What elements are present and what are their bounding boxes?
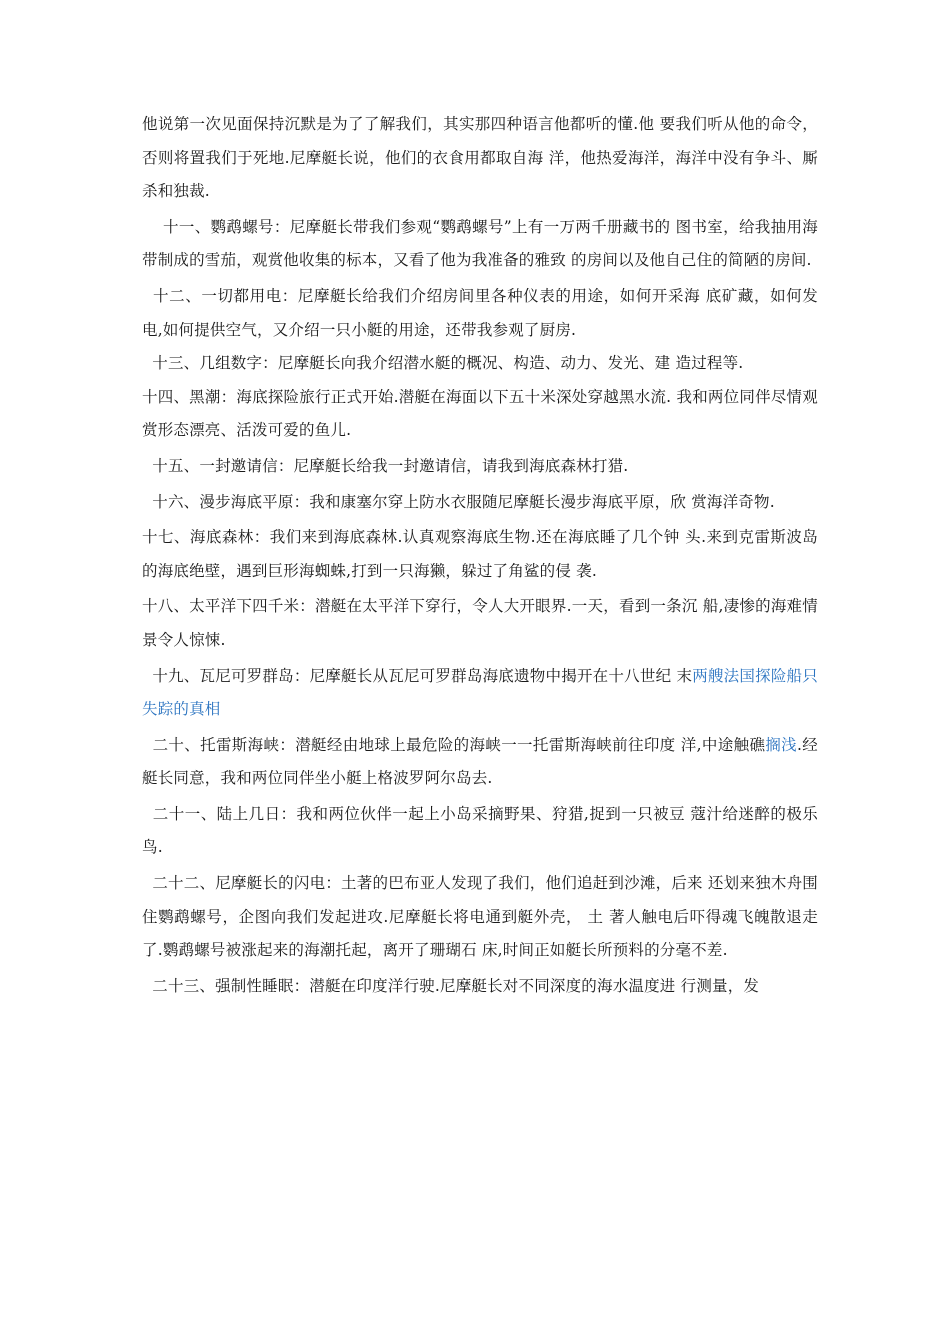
document-body <box>142 108 818 1003</box>
paragraph-indent <box>142 667 152 685</box>
paragraph-chapter-22 <box>142 867 818 968</box>
paragraph-chapter-13 <box>142 347 818 381</box>
paragraph-chapter-23 <box>142 970 818 1004</box>
paragraph-chapter-21 <box>142 798 818 865</box>
paragraph-chapter-12 <box>142 280 818 347</box>
paragraph-intro <box>142 108 818 209</box>
paragraph-text: 十四、黑潮：海底探险旅行正式开始.潜艇在海面以下五十米深处穿越黑水流. 我和两位同伴尽情观赏形态漂亮、活泼可爱的鱼儿. <box>142 387 818 440</box>
paragraph-text: 十八、太平洋下四千米：潜艇在太平洋下穿行，令人大开眼界.一天，看到一条沉 船,凄惨的海难情景令人惊悚. <box>142 597 818 649</box>
paragraph-chapter-14 <box>142 381 818 448</box>
paragraph-indent <box>142 218 163 236</box>
hyperlink-french-ships[interactable]: 两艘法国探险船只失踪的真相 <box>142 666 818 719</box>
paragraph-indent <box>142 977 152 995</box>
paragraph-text: 十六、漫步海底平原：我和康塞尔穿上防水衣服随尼摩艇长漫步海底平原，欣 赏海洋奇物. <box>152 492 775 511</box>
paragraph-chapter-11 <box>142 211 818 278</box>
paragraph-indent <box>142 736 153 754</box>
paragraph-text: 十九、瓦尼可罗群岛：尼摩艇长从瓦尼可罗群岛海底遗物中揭开在十八世纪 末 <box>152 666 693 685</box>
paragraph-text: 十七、海底森林：我们来到海底森林.认真观察海底生物.还在海底睡了几个钟 头.来到克雷斯波岛的海底绝壁，遇到巨形海蜘蛛,打到一只海獭，躲过了角鲨的侵 袭. <box>142 528 818 580</box>
paragraph-text-after: .经艇长同意，我和两位同伴坐小艇上格波罗阿尔岛去. <box>142 735 819 788</box>
paragraph-text: 二十二、尼摩艇长的闪电：土著的巴布亚人发现了我们，他们追赶到沙滩，后来 还划来独木舟围住鹦鹉螺号，企图向我们发起进攻.尼摩艇长将电通到艇外壳， 土 著人触电后吓得魂飞魄散退走了.鹦鹉螺号被涨起来的海潮托起，离开了珊瑚石 床,时间正如艇长所预料的分毫不差. <box>142 874 818 960</box>
paragraph-indent <box>142 805 153 823</box>
paragraph-text: 十二、一切都用电：尼摩艇长给我们介绍房间里各种仪表的用途，如何开采海 底矿藏，如何发电,如何提供空气，又介绍一只小艇的用途，还带我参观了厨房. <box>142 286 818 339</box>
paragraph-text: 十五、一封邀请信：尼摩艇长给我一封邀请信，请我到海底森林打猎. <box>152 456 629 475</box>
paragraph-text: 二十、托雷斯海峡：潜艇经由地球上最危险的海峡一一托雷斯海峡前往印度 洋,中途触礁 <box>152 735 766 754</box>
paragraph-chapter-16 <box>142 486 818 520</box>
paragraph-chapter-17 <box>142 521 818 588</box>
paragraph-text: 十三、几组数字：尼摩艇长向我介绍潜水艇的概况、构造、动力、发光、建 造过程等. <box>152 354 744 373</box>
paragraph-chapter-18 <box>142 590 818 657</box>
paragraph-text: 他说第一次见面保持沉默是为了了解我们，其实那四种语言他都听的懂.他 要我们听从他的命令，否则将置我们于死地.尼摩艇长说，他们的衣食用都取自海 洋，他热爱海洋，海洋中没有争斗、厮杀和独裁. <box>142 115 818 201</box>
paragraph-indent <box>142 457 152 475</box>
paragraph-chapter-20 <box>142 729 818 796</box>
paragraph-text: 十一、鹦鹉螺号：尼摩艇长带我们参观“鹦鹉螺号”上有一万两千册藏书的 图书室，给我抽用海带制成的雪茄，观赏他收集的标本，又看了他为我准备的雅致 的房间以及他自己住的简陋的房间. <box>142 217 818 270</box>
paragraph-text: 二十一、陆上几日：我和两位伙伴一起上小岛采摘野果、狩猎,捉到一只被豆 蔻汁给迷醉的极乐鸟. <box>142 804 818 857</box>
paragraph-indent <box>142 493 152 511</box>
paragraph-indent <box>142 287 153 305</box>
paragraph-text: 二十三、强制性睡眠：潜艇在印度洋行驶.尼摩艇长对不同深度的海水温度进 行测量，发 <box>152 976 760 995</box>
paragraph-chapter-15 <box>142 450 818 484</box>
paragraph-chapter-19 <box>142 660 818 727</box>
paragraph-indent <box>142 354 152 372</box>
hyperlink-stranded[interactable]: 搁浅 <box>765 735 798 754</box>
paragraph-indent <box>142 874 152 892</box>
